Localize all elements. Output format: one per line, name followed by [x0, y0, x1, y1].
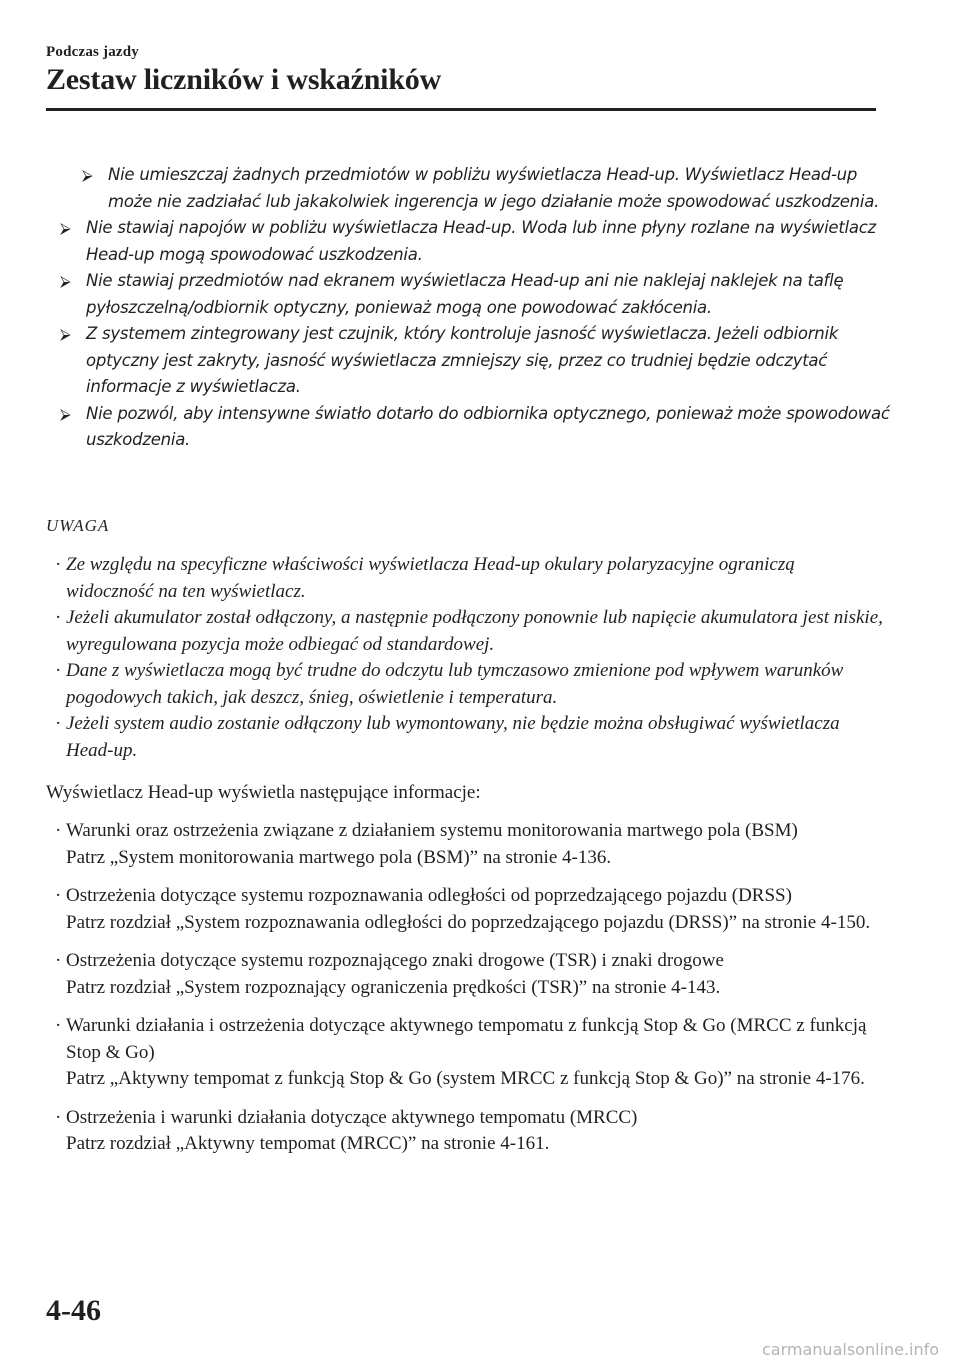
watermark: carmanualsonline.info — [762, 1340, 940, 1359]
page-title: Zestaw liczników i wskaźników — [46, 63, 442, 96]
note-item — [46, 552, 886, 605]
warning-item — [60, 268, 894, 321]
arrow-bullet-icon: ⮚ — [82, 166, 93, 184]
intro-text: Wyświetlacz Head-up wyświetla następujące informacje: — [46, 782, 481, 803]
info-text: Warunki działania i ostrzeżenia dotyczące aktywnego tempomatu z funkcją Stop & Go (MRCC z funkcją Stop & Go) — [66, 1015, 867, 1063]
note-text: Jeżeli system audio zostanie odłączony lub wymontowany, nie będzie można obsługiwać wyświetlacza Head-up. — [66, 713, 840, 761]
bullet-dot-icon: · — [55, 1015, 62, 1036]
info-list — [46, 818, 896, 1170]
warning-text: Nie umieszczaj żadnych przedmiotów w pobliżu wyświetlacza Head-up. Wyświetlacz Head-up może nie zadziałać lub jakakolwiek ingerencja w jego działanie może spowodować uszkodzenia. — [108, 165, 880, 211]
note-text: Ze względu na specyficzne właściwości wyświetlacza Head-up okulary polaryzacyjne ograniczą widoczność na ten wyświetlacz. — [66, 554, 795, 602]
info-text: Ostrzeżenia dotyczące systemu rozpoznawania odległości od poprzedzającego pojazdu (DRSS) — [66, 885, 792, 906]
bullet-dot-icon: · — [55, 820, 62, 841]
note-item — [46, 658, 886, 711]
info-item — [46, 1105, 896, 1158]
info-text: Warunki oraz ostrzeżenia związane z działaniem systemu monitorowania martwego pola (BSM) — [66, 820, 798, 841]
info-reference: Patrz „System monitorowania martwego pola (BSM)” na stronie 4-136. — [66, 846, 612, 868]
info-item — [46, 948, 896, 1001]
page-header — [46, 44, 441, 97]
note-text: Jeżeli akumulator został odłączony, a następnie podłączony ponownie lub napięcie akumulatora jest niskie, wyregulowana pozycja może odbiegać od standardowej. — [66, 607, 883, 655]
info-item — [46, 883, 896, 936]
info-reference: Patrz rozdział „System rozpoznawania odległości do poprzedzającego pojazdu (DRSS)” na stronie 4-150. — [66, 911, 871, 933]
bullet-dot-icon: · — [55, 607, 62, 628]
arrow-bullet-icon: ⮚ — [60, 325, 71, 343]
note-text: Dane z wyświetlacza mogą być trudne do odczytu lub tymczasowo zmienione pod wpływem warunków pogodowych takich, jak deszcz, śnieg, oświetlenie i temperatura. — [66, 660, 844, 708]
warning-item — [60, 321, 894, 401]
info-text: Ostrzeżenia i warunki działania dotyczące aktywnego tempomatu (MRCC) — [66, 1106, 638, 1128]
bullet-dot-icon: · — [55, 1106, 62, 1128]
info-reference: Patrz rozdział „Aktywny tempomat (MRCC)” na stronie 4-161. — [66, 1133, 550, 1154]
note-list — [46, 552, 886, 764]
bullet-dot-icon: · — [55, 950, 62, 971]
arrow-bullet-icon: ⮚ — [60, 219, 71, 237]
title-divider — [46, 108, 876, 111]
info-reference: Patrz „Aktywny tempomat z funkcją Stop & Go (system MRCC z funkcją Stop & Go)” na stronie 4-176. — [66, 1068, 865, 1089]
section-label: Podczas jazdy — [46, 44, 140, 60]
bullet-dot-icon: · — [55, 885, 62, 906]
bullet-dot-icon: · — [55, 660, 62, 681]
info-reference: Patrz rozdział „System rozpoznający ograniczenia prędkości (TSR)” na stronie 4-143. — [66, 976, 721, 998]
bullet-dot-icon: · — [55, 554, 62, 575]
page-number: 4-46 — [46, 1294, 101, 1327]
info-text: Ostrzeżenia dotyczące systemu rozpoznającego znaki drogowe (TSR) i znaki drogowe — [66, 950, 724, 971]
info-item — [46, 818, 896, 871]
warning-text: Z systemem zintegrowany jest czujnik, który kontroluje jasność wyświetlacza. Jeżeli odbiornik optyczny jest zakryty, jasność wyświetlacza zmniejszy się, przez co trudniej będzie odczytać informacje z wyświetlacza. — [86, 324, 839, 396]
note-heading: UWAGA — [46, 516, 110, 535]
bullet-dot-icon: · — [55, 713, 62, 734]
warning-item — [60, 215, 894, 268]
warning-item — [82, 162, 894, 215]
arrow-bullet-icon: ⮚ — [60, 272, 71, 290]
note-item — [46, 605, 886, 658]
info-item — [46, 1013, 896, 1093]
arrow-bullet-icon: ⮚ — [60, 404, 71, 423]
warning-text: Nie pozwól, aby intensywne światło dotarło do odbiornika optycznego, ponieważ może spowodować uszkodzenia. — [86, 403, 890, 449]
warning-text: Nie stawiaj przedmiotów nad ekranem wyświetlacza Head-up ani nie naklejaj naklejek na taflę pyłoszczelną/odbiornik optyczny, ponieważ mogą one powodować zakłócenia. — [86, 271, 844, 317]
note-item — [46, 711, 886, 764]
warning-list — [60, 162, 894, 454]
warning-text: Nie stawiaj napojów w pobliżu wyświetlacza Head-up. Woda lub inne płyny rozlane na wyświetlacz Head-up mogą spowodować uszkodzenia. — [86, 218, 876, 264]
warning-item — [60, 401, 894, 454]
